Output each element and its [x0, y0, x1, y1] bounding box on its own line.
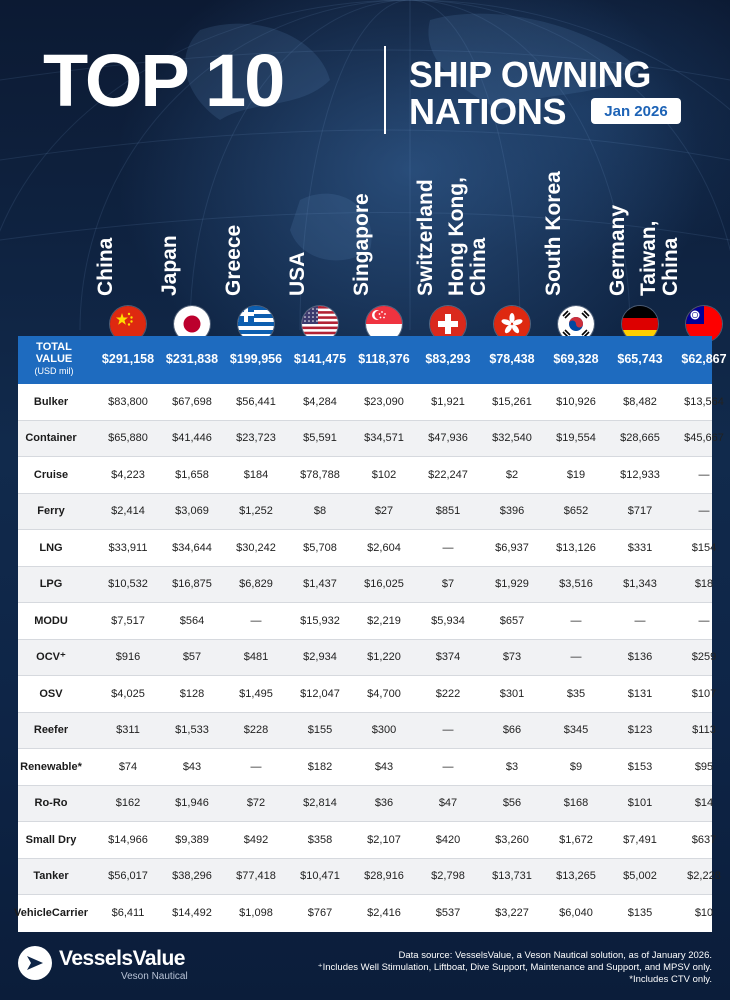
table-cell: $27	[374, 505, 394, 518]
table-cell: $23,090	[364, 395, 404, 408]
table-cell: $78,788	[300, 468, 340, 481]
table-cell: $67,698	[172, 395, 212, 408]
table-cell: $155	[307, 724, 333, 737]
table-cell: $851	[435, 505, 461, 518]
table-cell: $74	[118, 760, 138, 773]
country-name: Singapore	[350, 193, 373, 296]
table-cell: $1,437	[303, 578, 337, 591]
table-cell: $657	[499, 614, 525, 627]
table-cell: $14,966	[108, 833, 148, 846]
total-value-germany: $65,743	[617, 352, 663, 366]
total-value-japan: $231,838	[165, 352, 219, 366]
table-cell: $1,533	[175, 724, 209, 737]
table-cell: $652	[563, 505, 589, 518]
country-name: Hong Kong, China	[445, 177, 490, 296]
table-cell: $16,025	[364, 578, 404, 591]
table-row-modu	[18, 603, 712, 640]
country-name: Japan	[158, 235, 181, 296]
table-cell: $1,672	[559, 833, 593, 846]
table-cell: $77,418	[236, 870, 276, 883]
table-cell: $1,495	[239, 687, 273, 700]
row-label: Bulker	[33, 395, 69, 408]
table-cell: $222	[435, 687, 461, 700]
table-cell: $2,219	[367, 614, 401, 627]
table-cell: $4,284	[303, 395, 337, 408]
table-cell: $19	[566, 468, 586, 481]
table-cell: $374	[435, 651, 461, 664]
fleet-value-table	[14, 384, 724, 932]
row-label: Cruise	[33, 468, 69, 481]
table-cell: $43	[182, 760, 202, 773]
table-row-cruise	[18, 457, 712, 494]
table-cell: $66	[502, 724, 522, 737]
table-cell: $128	[179, 687, 205, 700]
row-label: Ro-Ro	[34, 797, 68, 810]
table-cell: $420	[435, 833, 461, 846]
table-cell: $16,875	[172, 578, 212, 591]
table-cell: $184	[243, 468, 269, 481]
table-cell: $10	[694, 907, 714, 920]
table-cell: $300	[371, 724, 397, 737]
table-cell: $492	[243, 833, 269, 846]
table-cell: $35	[566, 687, 586, 700]
subtitle-line-1: SHIP OWNING	[409, 54, 652, 95]
row-label: MODU	[34, 614, 68, 627]
table-cell: $36	[374, 797, 394, 810]
row-label: LPG	[39, 578, 63, 591]
total-value-china: $291,158	[101, 352, 155, 366]
ocv-note: ⁺Includes Well Stimulation, Liftboat, Dive Support, Maintenance and Support, and MPSV only.	[317, 962, 712, 973]
country-name: China	[94, 237, 117, 296]
table-cell: $28,665	[620, 432, 660, 445]
renewable-note: *Includes CTV only.	[629, 974, 712, 985]
total-label-unit: (USD mil)	[34, 366, 74, 376]
title-divider	[384, 46, 386, 134]
table-cell: $717	[627, 505, 653, 518]
table-cell: $1,252	[239, 505, 273, 518]
table-cell: $3,516	[559, 578, 593, 591]
table-cell: $6,937	[495, 541, 529, 554]
table-cell: $637	[691, 833, 717, 846]
total-value-row	[18, 336, 727, 384]
country-name: Taiwan, China	[637, 220, 682, 296]
table-cell: $19,554	[556, 432, 596, 445]
table-cell: $47,936	[428, 432, 468, 445]
table-row-osv	[18, 676, 717, 713]
total-value-hong-kong-china: $78,438	[489, 352, 535, 366]
table-cell: $4,700	[367, 687, 401, 700]
table-cell: $1,921	[431, 395, 465, 408]
date-badge: Jan 2026	[591, 98, 681, 124]
table-cell: $301	[499, 687, 525, 700]
table-cell: $34,644	[172, 541, 212, 554]
table-cell: $5,591	[303, 432, 337, 445]
table-cell: $3,260	[495, 833, 529, 846]
row-label: Reefer	[33, 724, 69, 737]
table-cell: $8	[313, 505, 327, 518]
table-cell: $41,446	[172, 432, 212, 445]
total-value-greece: $199,956	[229, 352, 283, 366]
table-cell: $107	[691, 687, 717, 700]
table-row-ocv	[18, 640, 717, 677]
table-cell: $1,098	[239, 907, 273, 920]
table-cell: —	[250, 614, 262, 627]
table-cell: $14	[694, 797, 714, 810]
country-name: Greece	[222, 224, 245, 296]
table-cell: $5,934	[431, 614, 465, 627]
table-cell: $7,517	[111, 614, 145, 627]
table-cell: $14,492	[172, 907, 212, 920]
table-cell: $7	[441, 578, 455, 591]
table-cell: $916	[115, 651, 141, 664]
table-cell: $56,441	[236, 395, 276, 408]
table-cell: $47	[438, 797, 458, 810]
table-cell: $18	[694, 578, 714, 591]
table-cell: $8,482	[623, 395, 657, 408]
table-cell: $259	[691, 651, 717, 664]
table-cell: $2	[505, 468, 519, 481]
brand-subtitle: Veson Nautical	[121, 971, 188, 982]
table-cell: $13,265	[556, 870, 596, 883]
table-cell: $1,658	[175, 468, 209, 481]
table-cell: $331	[627, 541, 653, 554]
table-cell: $1,220	[367, 651, 401, 664]
table-cell: $9	[569, 760, 583, 773]
table-cell: $28,916	[364, 870, 404, 883]
data-source-note: Data source: VesselsValue, a Veson Nautical solution, as of January 2026.	[398, 950, 712, 961]
table-cell: $6,040	[559, 907, 593, 920]
total-value-singapore: $118,376	[358, 352, 410, 366]
table-cell: $56,017	[108, 870, 148, 883]
table-cell: $5,002	[623, 870, 657, 883]
country-name: South Korea	[542, 171, 565, 296]
table-row-vehicle-carrier	[14, 895, 714, 932]
table-cell: $2,814	[303, 797, 337, 810]
table-cell: —	[442, 760, 454, 773]
total-value-south-korea: $69,328	[553, 352, 599, 366]
table-cell: $154	[691, 541, 717, 554]
subtitle-line-2: NATIONS	[409, 91, 567, 132]
table-cell: $12,933	[620, 468, 660, 481]
table-cell: $2,228	[687, 870, 721, 883]
table-cell: $102	[371, 468, 397, 481]
table-cell: $537	[435, 907, 461, 920]
table-cell: $228	[243, 724, 269, 737]
total-value-taiwan-china: $62,867	[681, 352, 727, 366]
country-name: USA	[286, 251, 309, 296]
row-label: Renewable*	[20, 760, 82, 773]
table-cell: —	[442, 541, 454, 554]
table-cell: $564	[179, 614, 205, 627]
table-cell: $45,667	[684, 432, 724, 445]
table-cell: $9,389	[175, 833, 209, 846]
row-label: Container	[25, 432, 77, 445]
table-cell: —	[698, 505, 710, 518]
table-cell: $32,540	[492, 432, 532, 445]
table-cell: $131	[627, 687, 653, 700]
table-cell: $33,911	[108, 541, 148, 554]
table-row-tanker	[18, 859, 721, 896]
table-cell: $10,532	[108, 578, 148, 591]
country-name: Switzerland	[414, 179, 437, 296]
table-cell: $481	[243, 651, 269, 664]
table-row-renewable	[18, 749, 712, 786]
table-cell: —	[698, 614, 710, 627]
table-cell: $65,880	[108, 432, 148, 445]
table-cell: $6,829	[239, 578, 273, 591]
table-cell: —	[698, 468, 710, 481]
table-cell: —	[250, 760, 262, 773]
vesselsvalue-logo-icon	[18, 946, 52, 980]
table-cell: $311	[116, 724, 140, 737]
table-cell: $23,723	[236, 432, 276, 445]
total-label-line-1: TOTAL	[36, 341, 72, 353]
table-cell: $1,929	[495, 578, 529, 591]
row-label: OSV	[39, 687, 63, 700]
table-cell: $12,047	[300, 687, 340, 700]
table-row-lng	[18, 530, 717, 567]
table-cell: $1,343	[623, 578, 657, 591]
row-label: Vehicle Carrier	[14, 907, 88, 920]
table-cell: $34,571	[364, 432, 404, 445]
table-cell: $182	[307, 760, 333, 773]
table-cell: $1,946	[175, 797, 209, 810]
table-cell: $38,296	[172, 870, 212, 883]
table-cell: $767	[307, 907, 333, 920]
table-cell: $6,411	[111, 907, 145, 920]
table-cell: $4,223	[111, 468, 145, 481]
table-cell: $113	[692, 724, 716, 737]
table-cell: $2,604	[367, 541, 401, 554]
table-row-small-dry	[18, 822, 717, 859]
table-cell: $2,107	[367, 833, 401, 846]
table-cell: $22,247	[428, 468, 468, 481]
total-value-usa: $141,475	[293, 352, 347, 366]
table-row-container	[18, 421, 724, 458]
table-cell: $10,471	[300, 870, 340, 883]
table-cell: $95	[694, 760, 714, 773]
table-cell: $345	[563, 724, 589, 737]
row-label: Tanker	[33, 870, 69, 883]
table-cell: $73	[502, 651, 522, 664]
footnotes	[292, 950, 712, 986]
table-cell: $72	[246, 797, 266, 810]
total-label-line-2: VALUE	[35, 353, 73, 365]
table-cell: $7,491	[623, 833, 657, 846]
table-cell: $5,708	[303, 541, 337, 554]
row-label: Ferry	[37, 505, 65, 518]
table-cell: $13,126	[556, 541, 596, 554]
table-cell: $3	[505, 760, 519, 773]
table-cell: $2,934	[303, 651, 337, 664]
table-cell: $2,414	[111, 505, 145, 518]
table-cell: $15,932	[300, 614, 340, 627]
row-label: OCV⁺	[36, 651, 66, 664]
brand-name: VesselsValue	[59, 947, 185, 970]
table-cell: —	[570, 614, 582, 627]
table-cell: $123	[627, 724, 653, 737]
country-name: Germany	[606, 204, 629, 296]
table-cell: $2,798	[431, 870, 465, 883]
table-cell: $13,731	[492, 870, 532, 883]
table-cell: $136	[627, 651, 653, 664]
table-row-reefer	[18, 713, 716, 750]
table-cell: $3,069	[175, 505, 209, 518]
table-cell: —	[570, 651, 582, 664]
table-cell: $13,564	[684, 395, 724, 408]
table-cell: $396	[499, 505, 525, 518]
table-cell: $153	[627, 760, 653, 773]
table-cell: $168	[563, 797, 589, 810]
table-cell: $83,800	[108, 395, 148, 408]
table-cell: $2,416	[367, 907, 401, 920]
row-label: Small Dry	[25, 833, 77, 846]
table-cell: $56	[502, 797, 522, 810]
table-cell: $10,926	[556, 395, 596, 408]
row-label: LNG	[39, 541, 63, 554]
table-cell: $101	[627, 797, 653, 810]
table-cell: $358	[307, 833, 333, 846]
table-cell: $162	[115, 797, 141, 810]
table-row-bulker	[18, 384, 724, 421]
table-cell: —	[634, 614, 646, 627]
main-title: TOP 10	[43, 39, 284, 122]
table-cell: $3,227	[495, 907, 529, 920]
table-cell: $15,261	[492, 395, 532, 408]
table-cell: $135	[627, 907, 653, 920]
table-row-ferry	[18, 494, 712, 531]
table-cell: $43	[374, 760, 394, 773]
table-row-ro-ro	[18, 786, 712, 823]
table-cell: —	[442, 724, 454, 737]
table-row-lpg	[18, 567, 712, 604]
total-value-switzerland: $83,293	[425, 352, 471, 366]
total-value-label	[18, 341, 90, 377]
table-cell: $4,025	[111, 687, 145, 700]
table-cell: $57	[182, 651, 202, 664]
table-cell: $30,242	[236, 541, 276, 554]
